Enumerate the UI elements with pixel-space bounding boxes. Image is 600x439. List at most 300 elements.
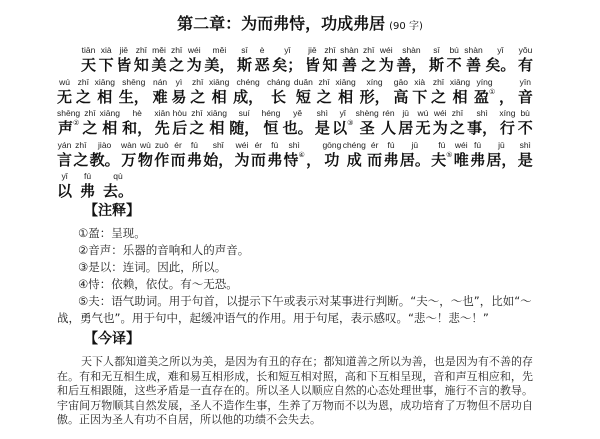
verse-token: [153, 76, 168, 108]
notes-list: [57, 225, 533, 327]
hanzi-text: 和，: [122, 119, 153, 137]
hanzi-text: 弗: [186, 150, 202, 169]
hanzi-text: 斯: [237, 56, 253, 74]
hanzi-text: 声: [57, 119, 73, 137]
verse-token: [171, 76, 186, 108]
hanzi-text: 之: [190, 87, 206, 106]
hanzi: [267, 151, 282, 169]
verse-token: [518, 76, 533, 108]
hanzi-text: 而: [170, 150, 186, 169]
verse-token: [474, 76, 495, 108]
hanzi-text: 相: [209, 119, 225, 137]
hanzi: [467, 119, 497, 137]
hanzi-text: 事，: [467, 119, 498, 137]
verse-token: [450, 76, 470, 108]
hanzi-text: 之: [431, 87, 447, 106]
pinyin: shēng: [122, 76, 146, 87]
hanzi-text: 圣: [359, 119, 375, 137]
hanzi: [324, 151, 339, 169]
verse-token: [121, 139, 137, 171]
hanzi-text: 居。: [399, 150, 430, 169]
verse-token: [57, 76, 72, 108]
hanzi: [485, 56, 515, 74]
hanzi: [189, 119, 204, 137]
pinyin: zhī: [318, 76, 330, 87]
verse-line: [57, 139, 533, 171]
hanzi: [466, 56, 481, 74]
hanzi-text: 而: [367, 150, 383, 169]
verse-token: [415, 107, 430, 139]
note-marker[interactable]: ③: [347, 119, 354, 127]
verse-token: [447, 44, 462, 76]
pinyin: yě: [293, 108, 303, 118]
hanzi-text: 恶: [254, 56, 270, 74]
hanzi: [317, 88, 332, 106]
pinyin: chéng: [236, 76, 260, 87]
hanzi: [338, 88, 353, 106]
pinyin: wù: [139, 139, 151, 150]
note-item: ③是以：连词。因此，所以。: [78, 260, 227, 274]
verse-token: [499, 107, 515, 139]
hanzi: [57, 151, 72, 169]
pinyin: sī: [433, 45, 440, 55]
pinyin: fú: [190, 139, 198, 150]
verse-token: [454, 139, 469, 171]
hanzi: [470, 151, 485, 169]
verse-token: [209, 76, 229, 108]
pinyin: shì: [476, 108, 488, 118]
verse-token: [361, 44, 376, 76]
hanzi: [400, 151, 430, 169]
hanzi-text: 斯: [429, 56, 445, 74]
hanzi: [332, 119, 353, 137]
hanzi: [251, 151, 266, 169]
verse-token: [235, 139, 250, 171]
verse-token: [57, 170, 72, 202]
verse-token: [154, 139, 169, 171]
pinyin: fú: [83, 171, 92, 181]
hanzi: [237, 56, 252, 74]
pinyin: ér: [174, 139, 182, 150]
note-item: ⑤夫：语气助词。用于句首，以提示下午或表示对某事进行判断。“夫～，～也”，比如“～战，勇气也”。用于句中，起缓冲语气的作用。用于句尾，表示感叹。“悲～！悲～！”: [57, 294, 532, 325]
hanzi-text: 有: [517, 56, 533, 74]
hanzi: [305, 56, 320, 74]
hanzi: [396, 56, 426, 74]
note-item: ①盈：呈现。: [78, 226, 146, 240]
hanzi-text: 天: [81, 56, 97, 74]
hanzi: [116, 56, 131, 74]
hanzi-text: 而: [250, 150, 266, 169]
verse-line: [57, 107, 533, 139]
hanzi-text: 之: [449, 119, 465, 137]
hanzi: [122, 119, 152, 137]
note-marker[interactable]: ②: [72, 119, 80, 127]
pinyin: shàn: [340, 45, 359, 55]
pinyin: jū: [402, 108, 410, 118]
pinyin: xíng: [499, 108, 516, 118]
hanzi-text: ，: [499, 87, 515, 106]
hanzi: [155, 119, 170, 137]
pinyin: xiān: [154, 108, 170, 118]
hanzi-text: 之: [82, 119, 98, 137]
verse-token: [322, 139, 341, 171]
hanzi-text: 短: [295, 87, 311, 106]
verse-token: [207, 107, 227, 139]
hanzi: [486, 151, 516, 169]
verse-token: [283, 107, 313, 139]
pinyin: yǐ: [339, 108, 346, 118]
pinyin: shì: [519, 139, 531, 150]
hanzi: [361, 56, 376, 74]
pinyin: zhī: [77, 76, 89, 87]
verse-token: [134, 44, 149, 76]
verse-token: [99, 44, 114, 76]
hanzi-text: 以: [332, 119, 348, 137]
hanzi-text: 居: [398, 119, 414, 137]
pinyin: shēng: [57, 108, 81, 118]
pinyin: fú: [387, 139, 395, 150]
hanzi-text: 作: [154, 150, 170, 169]
hanzi: [171, 88, 186, 106]
hanzi-text: 之: [73, 150, 89, 169]
hanzi-text: 之: [75, 87, 91, 106]
verse-token: [82, 107, 97, 139]
pinyin: è: [259, 45, 265, 55]
pinyin: jiē: [308, 45, 317, 55]
hanzi: [518, 56, 533, 74]
verse-token: [237, 44, 252, 76]
hanzi-text: 居，: [486, 150, 517, 169]
verse-token: [518, 44, 533, 76]
verse-token: [122, 107, 152, 139]
pinyin: zhī: [324, 45, 336, 55]
pinyin: wéi: [379, 45, 393, 55]
hanzi-text: 也。: [282, 119, 313, 137]
pinyin: fú: [271, 139, 279, 150]
hanzi: [190, 88, 205, 106]
verse-token: [81, 44, 96, 76]
hanzi: [452, 88, 467, 106]
pinyin: sī: [241, 45, 248, 55]
hanzi: [360, 119, 375, 137]
hanzi: [431, 151, 452, 169]
hanzi-text: 音: [517, 87, 533, 106]
verse-token: [393, 76, 408, 108]
hanzi-text: 随，: [229, 119, 260, 137]
hanzi-text: 盈: [473, 87, 489, 106]
verse-token: [367, 139, 382, 171]
hanzi-text: 为: [378, 56, 394, 74]
verse-token: [356, 107, 379, 139]
verse-token: [317, 76, 332, 108]
hanzi: [433, 119, 448, 137]
verse-token: [343, 139, 366, 171]
pinyin: jū: [498, 139, 505, 150]
verse-token: [485, 44, 515, 76]
hanzi-text: 成，: [233, 87, 264, 106]
hanzi: [415, 119, 430, 137]
hanzi-text: 之: [361, 56, 377, 74]
pinyin: wéi: [187, 45, 201, 55]
note-marker[interactable]: ④: [298, 150, 305, 159]
pinyin: měi: [212, 45, 227, 55]
hanzi: [284, 151, 305, 169]
pinyin: zhī: [363, 45, 375, 55]
note-item: ②音声：乐器的音响和人的声音。: [78, 243, 250, 257]
verse-token: [73, 139, 88, 171]
pinyin: xiāng: [209, 76, 230, 87]
pinyin: wéi: [454, 139, 468, 150]
pinyin: zhī: [75, 139, 87, 150]
hanzi-text: 物: [137, 150, 153, 169]
hanzi-text: 皆: [304, 56, 320, 74]
hanzi: [212, 88, 227, 106]
hanzi: [97, 88, 112, 106]
pinyin: jū: [411, 139, 419, 150]
hanzi-text: ，: [306, 150, 322, 169]
verse-token: [467, 107, 497, 139]
verse-token: [172, 107, 187, 139]
pinyin: zhī: [170, 45, 183, 55]
hanzi: [171, 151, 186, 169]
verse-token: [381, 107, 396, 139]
hanzi-text: 是: [314, 119, 330, 137]
pinyin: jiào: [98, 139, 112, 150]
hanzi-text: 难: [152, 87, 168, 106]
hanzi-text: 功: [324, 150, 340, 169]
verse-token: [379, 44, 394, 76]
hanzi: [367, 151, 382, 169]
hanzi: [518, 88, 533, 106]
pinyin: zhī: [84, 108, 96, 118]
hanzi: [90, 151, 120, 169]
pinyin: gōng: [322, 139, 342, 150]
translation-paragraph: 天下人都知道美之所以为美，是因为有丑的存在；都知道善之所以为善，也是因为有不善的存在。有和无互相生成，难和易互相形成，长和短互相对照，高和下互相呈现，音和声互相应和，先和后互相跟随，这些矛盾是一直存在的。所以圣人以顺应自然的心态处理世事，施行不言的教导。宇宙间万物顺其自然发展，圣人不造作生事，生养了万物而不以为恩，成功培育了万物但不居功自傲。正因为圣人有功不自居，所以他的功绩不会失去。: [57, 355, 533, 426]
pinyin: yǒu: [518, 45, 533, 55]
hanzi: [255, 56, 270, 74]
hanzi: [58, 119, 79, 137]
hanzi-text: 高: [393, 87, 409, 106]
verse-token: [189, 107, 204, 139]
note-marker[interactable]: ①: [488, 87, 496, 96]
pinyin: ér: [370, 139, 379, 150]
pinyin: wú: [417, 108, 429, 118]
hanzi: [119, 88, 149, 106]
note-marker[interactable]: ⑤: [446, 150, 453, 159]
pinyin: xiāng: [335, 76, 356, 87]
hanzi: [381, 119, 396, 137]
pinyin: gāo: [393, 76, 408, 87]
pinyin: chéng: [342, 139, 366, 150]
hanzi: [296, 88, 311, 106]
hanzi-text: 行: [499, 119, 515, 137]
hanzi-text: 弗: [80, 182, 96, 200]
verse-token: [284, 139, 305, 171]
hanzi: [398, 119, 413, 137]
character-count: (90 字): [389, 21, 423, 32]
verse-token: [335, 76, 355, 108]
verse-token: [412, 76, 427, 108]
verse-token: [100, 107, 120, 139]
pinyin: shàn: [464, 45, 483, 55]
pinyin: yīn: [519, 76, 532, 87]
chapter-title: [0, 14, 600, 37]
verse-token: [315, 107, 330, 139]
hanzi: [263, 119, 278, 137]
hanzi-text: 相: [338, 87, 354, 106]
verse-token: [261, 107, 280, 139]
verse-token: [90, 139, 120, 171]
hanzi-text: 美: [151, 56, 167, 74]
hanzi-text: 矣。: [485, 56, 516, 74]
hanzi-text: 万: [121, 150, 137, 169]
hanzi: [103, 182, 133, 200]
hanzi-text: 相: [97, 87, 113, 106]
hanzi: [204, 56, 234, 74]
hanzi-text: 无: [415, 119, 431, 137]
verse-token: [384, 139, 399, 171]
hanzi-text: 以: [57, 182, 73, 200]
hanzi: [360, 88, 390, 106]
hanzi: [429, 56, 444, 74]
pinyin: zhī: [192, 76, 204, 87]
verse-token: [119, 76, 149, 108]
hanzi-text: 之: [189, 119, 205, 137]
hanzi-text: 下: [98, 56, 114, 74]
verse-token: [190, 76, 205, 108]
pinyin: hòu: [172, 108, 187, 118]
hanzi-text: 善，: [396, 56, 427, 74]
verse-token: [323, 44, 338, 76]
verse-token: [396, 44, 426, 76]
hanzi: [347, 151, 362, 169]
hanzi-text: 知: [322, 56, 338, 74]
verse-token: [499, 76, 514, 108]
pinyin: xiāng: [449, 76, 471, 87]
hanzi-text: 善: [341, 56, 357, 74]
verse-token: [267, 76, 290, 108]
hanzi: [450, 119, 465, 137]
verse-token: [95, 76, 115, 108]
pinyin: nán: [152, 76, 168, 87]
verse-token: [433, 107, 448, 139]
pinyin: xià: [100, 45, 112, 55]
verse-token: [306, 139, 321, 171]
hanzi: [412, 88, 427, 106]
hanzi-text: 长: [271, 87, 287, 106]
verse-token: [294, 76, 313, 108]
hanzi-text: 教。: [89, 150, 120, 169]
pinyin: zhī: [432, 76, 445, 87]
hanzi: [102, 119, 117, 137]
verse-token: [464, 44, 482, 76]
hanzi-text: 为: [234, 150, 250, 169]
verse-token: [171, 139, 186, 171]
verse-token: [431, 139, 452, 171]
verse-token: [203, 139, 233, 171]
verse-token: [187, 44, 202, 76]
hanzi: [187, 151, 202, 169]
hanzi-text: 矣；: [272, 56, 303, 74]
pinyin: shì: [316, 108, 329, 118]
hanzi: [315, 119, 330, 137]
pinyin: shàn: [402, 45, 421, 55]
verse-token: [400, 139, 430, 171]
pinyin: yíng: [476, 76, 493, 87]
hanzi: [306, 151, 321, 169]
pinyin: suí: [238, 108, 250, 118]
hanzi-text: 恒: [263, 119, 279, 137]
pinyin: fú: [438, 139, 446, 150]
pinyin: xiāng: [94, 76, 115, 87]
verse-token: [103, 170, 133, 202]
verse-line: [57, 44, 533, 76]
pinyin: zuò: [154, 139, 169, 150]
hanzi: [82, 119, 97, 137]
pinyin: wàn: [120, 139, 137, 150]
verse-token: [138, 139, 153, 171]
hanzi-text: 为: [186, 56, 202, 74]
hanzi-text: 言: [57, 150, 73, 169]
pinyin: shèng: [355, 108, 379, 118]
hanzi: [81, 56, 96, 74]
hanzi: [57, 182, 72, 200]
pinyin: xià: [414, 76, 426, 87]
hanzi-text: 为: [432, 119, 448, 137]
verse-with-pinyin: [57, 44, 533, 202]
notes-heading: 【注释】: [84, 203, 140, 219]
pinyin: zhī: [191, 108, 203, 118]
hanzi-text: 易: [171, 87, 187, 106]
pinyin: yán: [57, 139, 72, 150]
verse-token: [233, 76, 263, 108]
hanzi-text: 弗: [267, 150, 283, 169]
pinyin: yì: [175, 76, 183, 87]
hanzi: [323, 56, 338, 74]
translation-heading: 【今译】: [84, 331, 140, 347]
hanzi: [474, 88, 495, 106]
verse-token: [340, 44, 358, 76]
hanzi: [172, 119, 187, 137]
pinyin: zhī: [451, 108, 464, 118]
pinyin: wéi: [433, 108, 447, 118]
hanzi: [272, 56, 302, 74]
hanzi-text: 先: [154, 119, 170, 137]
hanzi: [518, 151, 533, 169]
hanzi: [235, 151, 250, 169]
hanzi-text: 弗: [383, 150, 399, 169]
hanzi: [57, 88, 72, 106]
hanzi: [229, 119, 259, 137]
verse-token: [169, 44, 184, 76]
verse-token: [76, 76, 91, 108]
pinyin: měi: [152, 45, 166, 55]
verse-token: [486, 139, 516, 171]
hanzi-text: 相: [211, 87, 227, 106]
hanzi-text: 夫: [431, 150, 447, 169]
verse-token: [450, 107, 465, 139]
hanzi: [499, 88, 514, 106]
pinyin: bú: [449, 45, 459, 55]
pinyin: xíng: [366, 76, 383, 87]
verse-token: [57, 107, 80, 139]
hanzi: [209, 119, 224, 137]
verse-token: [116, 44, 131, 76]
hanzi-text: 是: [517, 150, 533, 169]
verse-token: [187, 139, 202, 171]
hanzi-text: 不: [517, 119, 533, 137]
hanzi: [73, 151, 88, 169]
